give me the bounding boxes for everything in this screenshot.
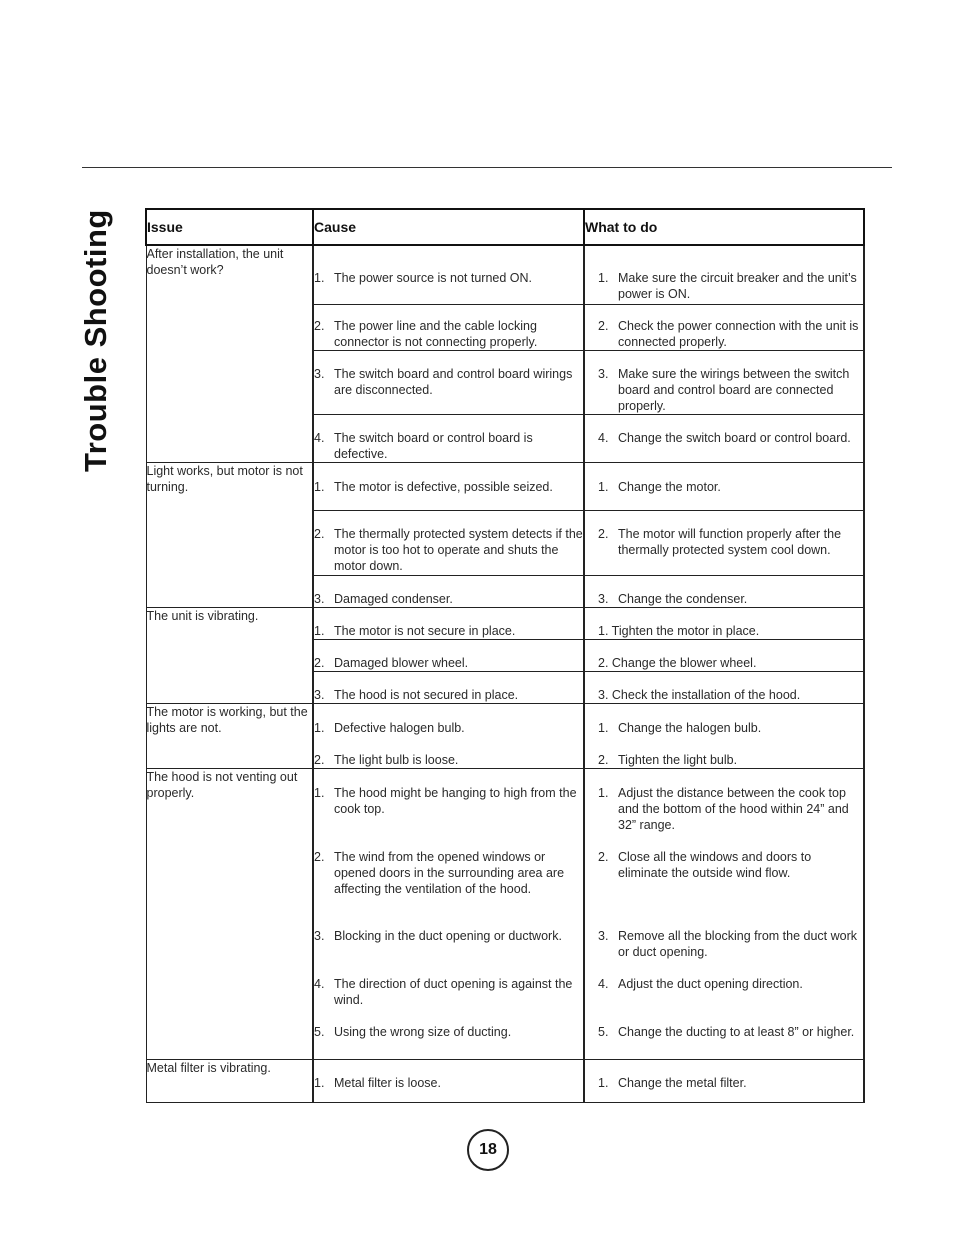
cause-cell <box>313 1060 584 1103</box>
header-todo: What to do <box>584 209 864 245</box>
cause-item <box>314 479 583 495</box>
todo-item-text: Adjust the distance between the cook top and the bottom of the hood within 24” and 32” range. <box>618 785 849 832</box>
todo-cell <box>584 607 864 639</box>
todo-item <box>598 1075 863 1091</box>
todo-cell <box>584 245 864 304</box>
todo-cell <box>584 960 864 1008</box>
todo-item <box>598 976 863 992</box>
table-header <box>146 209 864 245</box>
todo-item <box>598 720 863 736</box>
todo-item-text: Adjust the duct opening direction. <box>618 976 803 991</box>
todo-item-number: 3. <box>598 591 609 606</box>
cause-item-text: The thermally protected system detects if the motor is too hot to operate and shuts the motor down. <box>334 526 583 573</box>
cause-cell <box>313 350 584 414</box>
cause-cell <box>313 510 584 575</box>
todo-item <box>598 526 863 558</box>
cause-item <box>314 849 583 897</box>
cause-item <box>314 720 583 736</box>
cause-cell <box>313 607 584 639</box>
issue-cell: The hood is not venting out properly. <box>146 768 313 1060</box>
table-row <box>146 768 864 833</box>
cause-item-text: Blocking in the duct opening or ductwork. <box>334 928 562 943</box>
cause-item <box>314 591 583 607</box>
todo-item-number: 4. <box>598 430 609 445</box>
todo-item-number: 5. <box>598 1024 609 1039</box>
todo-item-number: 1. <box>598 720 609 735</box>
todo-item-number: 4. <box>598 976 609 991</box>
todo-cell <box>584 639 864 671</box>
table-row <box>146 245 864 304</box>
cause-cell <box>313 960 584 1008</box>
cause-item-text: The hood might be hanging to high from the cook top. <box>334 785 577 816</box>
issue-cell: After installation, the unit doesn’t work? <box>146 245 313 462</box>
cause-item-number: 3. <box>314 928 325 943</box>
header-issue: Issue <box>146 209 313 245</box>
todo-item <box>598 270 863 302</box>
todo-item-number: 2. <box>598 752 609 767</box>
table-row <box>146 1060 864 1103</box>
issue-cell: Metal filter is vibrating. <box>146 1060 313 1103</box>
cause-item-number: 1. <box>314 479 325 494</box>
cause-item-number: 1. <box>314 1076 325 1090</box>
todo-cell <box>584 833 864 912</box>
cause-item-text: Damaged condenser. <box>334 591 453 606</box>
cause-item-number: 1. <box>314 785 325 800</box>
cause-item-number: 4. <box>314 976 325 991</box>
todo-cell <box>584 304 864 350</box>
cause-item-text: The direction of duct opening is against the wind. <box>334 976 573 1007</box>
cause-item-text: Damaged blower wheel. <box>334 655 469 670</box>
cause-cell <box>313 462 584 510</box>
cause-item-text: Using the wrong size of ducting. <box>334 1024 512 1039</box>
cause-item-text: The switch board and control board wirings are disconnected. <box>334 366 573 397</box>
todo-item-number: 2. <box>598 318 609 333</box>
cause-cell <box>313 671 584 703</box>
todo-cell <box>584 736 864 769</box>
cause-cell <box>313 639 584 671</box>
top-rule <box>82 167 892 168</box>
todo-item <box>598 591 863 607</box>
cause-item <box>314 1024 583 1040</box>
cause-item <box>314 526 583 574</box>
cause-item <box>314 270 583 286</box>
cause-item <box>314 655 583 671</box>
cause-item <box>314 623 583 639</box>
todo-item <box>598 1024 863 1040</box>
cause-item-number: 3. <box>314 687 325 702</box>
todo-item-text: 1. Tighten the motor in place. <box>598 623 760 638</box>
cause-item <box>314 318 583 350</box>
cause-item <box>314 1075 583 1091</box>
cause-item <box>314 928 583 944</box>
todo-item-number: 1. <box>598 271 609 285</box>
todo-cell <box>584 350 864 414</box>
cause-item-number: 2. <box>314 318 325 333</box>
header-cause: Cause <box>313 209 584 245</box>
table-row <box>146 703 864 736</box>
cause-item <box>314 366 583 398</box>
todo-item-number: 3. <box>598 366 609 381</box>
todo-item <box>598 479 863 495</box>
issue-cell: Light works, but motor is not turning. <box>146 462 313 607</box>
todo-item <box>598 623 863 639</box>
cause-item-number: 1. <box>314 720 325 735</box>
cause-item <box>314 752 583 768</box>
cause-item-number: 2. <box>314 752 325 767</box>
todo-cell <box>584 703 864 736</box>
todo-item-text: Change the metal filter. <box>618 1076 747 1090</box>
todo-cell <box>584 1008 864 1060</box>
todo-cell <box>584 768 864 833</box>
cause-cell <box>313 1008 584 1060</box>
table-row <box>146 462 864 510</box>
cause-item-text: Metal filter is loose. <box>334 1076 441 1090</box>
cause-cell <box>313 703 584 736</box>
cause-item <box>314 976 583 1008</box>
cause-cell <box>313 833 584 912</box>
todo-item-number: 1. <box>598 785 609 800</box>
cause-item-number: 2. <box>314 655 325 670</box>
cause-cell <box>313 768 584 833</box>
todo-item-text: Change the halogen bulb. <box>618 720 762 735</box>
cause-item-number: 4. <box>314 430 325 445</box>
cause-cell <box>313 912 584 960</box>
todo-item <box>598 655 863 671</box>
cause-item-number: 1. <box>314 271 325 285</box>
todo-item <box>598 366 863 414</box>
todo-cell <box>584 912 864 960</box>
page-title: Trouble Shooting <box>78 209 113 472</box>
issue-cell: The unit is vibrating. <box>146 607 313 703</box>
todo-item-text: Make sure the circuit breaker and the unit’s power is ON. <box>618 271 857 301</box>
todo-item <box>598 752 863 768</box>
table-row <box>146 607 864 639</box>
todo-item-number: 2. <box>598 526 609 541</box>
todo-cell <box>584 510 864 575</box>
cause-cell <box>313 304 584 350</box>
todo-item-text: Change the motor. <box>618 479 721 494</box>
cause-item-text: The power source is not turned ON. <box>334 271 533 285</box>
todo-item-number: 1. <box>598 479 609 494</box>
cause-item-text: The light bulb is loose. <box>334 752 459 767</box>
cause-item-number: 3. <box>314 591 325 606</box>
troubleshooting-table <box>145 208 865 1103</box>
cause-item-text: The motor is defective, possible seized. <box>334 479 553 494</box>
todo-cell <box>584 414 864 462</box>
cause-item-text: The wind from the opened windows or opened doors in the surrounding area are affecting the ventilation of the hood. <box>334 849 565 896</box>
todo-cell <box>584 1060 864 1103</box>
cause-item-text: The switch board or control board is defective. <box>334 430 533 461</box>
todo-item-text: Make sure the wirings between the switch board and control board are connected properly. <box>618 366 850 413</box>
todo-item <box>598 430 863 446</box>
todo-cell <box>584 462 864 510</box>
cause-cell <box>313 736 584 769</box>
todo-item-number: 3. <box>598 928 609 943</box>
cause-item <box>314 785 583 817</box>
todo-item-text: Change the switch board or control board. <box>618 430 851 445</box>
todo-item-text: Tighten the light bulb. <box>618 752 738 767</box>
cause-item-number: 1. <box>314 623 325 638</box>
cause-item-text: The power line and the cable locking connector is not connecting properly. <box>334 318 538 349</box>
cause-item <box>314 430 583 462</box>
todo-item-text: Change the condenser. <box>618 591 748 606</box>
todo-item <box>598 318 863 350</box>
cause-item-text: The hood is not secured in place. <box>334 687 519 702</box>
cause-item-number: 2. <box>314 849 325 864</box>
cause-item-text: The motor is not secure in place. <box>334 623 516 638</box>
todo-item-text: Close all the windows and doors to eliminate the outside wind flow. <box>618 849 812 880</box>
cause-item-number: 3. <box>314 366 325 381</box>
todo-item-number: 1. <box>598 1076 609 1090</box>
todo-cell <box>584 671 864 703</box>
todo-item-text: 2. Change the blower wheel. <box>598 655 757 670</box>
todo-item-text: The motor will function properly after the thermally protected system cool down. <box>618 526 842 557</box>
page-number: 18 <box>467 1129 509 1171</box>
todo-item <box>598 928 863 960</box>
cause-item-text: Defective halogen bulb. <box>334 720 465 735</box>
cause-cell <box>313 575 584 607</box>
todo-item-text: 3. Check the installation of the hood. <box>598 687 801 702</box>
cause-item-number: 2. <box>314 526 325 541</box>
cause-cell <box>313 245 584 304</box>
todo-item-number: 2. <box>598 849 609 864</box>
todo-item-text: Change the ducting to at least 8” or higher. <box>618 1024 855 1039</box>
cause-item-number: 5. <box>314 1024 325 1039</box>
cause-cell <box>313 414 584 462</box>
todo-item <box>598 785 863 833</box>
todo-cell <box>584 575 864 607</box>
todo-item-text: Check the power connection with the unit is connected properly. <box>618 318 859 349</box>
issue-cell: The motor is working, but the lights are not. <box>146 703 313 768</box>
table-body <box>146 245 864 1103</box>
todo-item-text: Remove all the blocking from the duct work or duct opening. <box>618 928 857 959</box>
todo-item <box>598 849 863 881</box>
cause-item <box>314 687 583 703</box>
todo-item <box>598 687 863 703</box>
